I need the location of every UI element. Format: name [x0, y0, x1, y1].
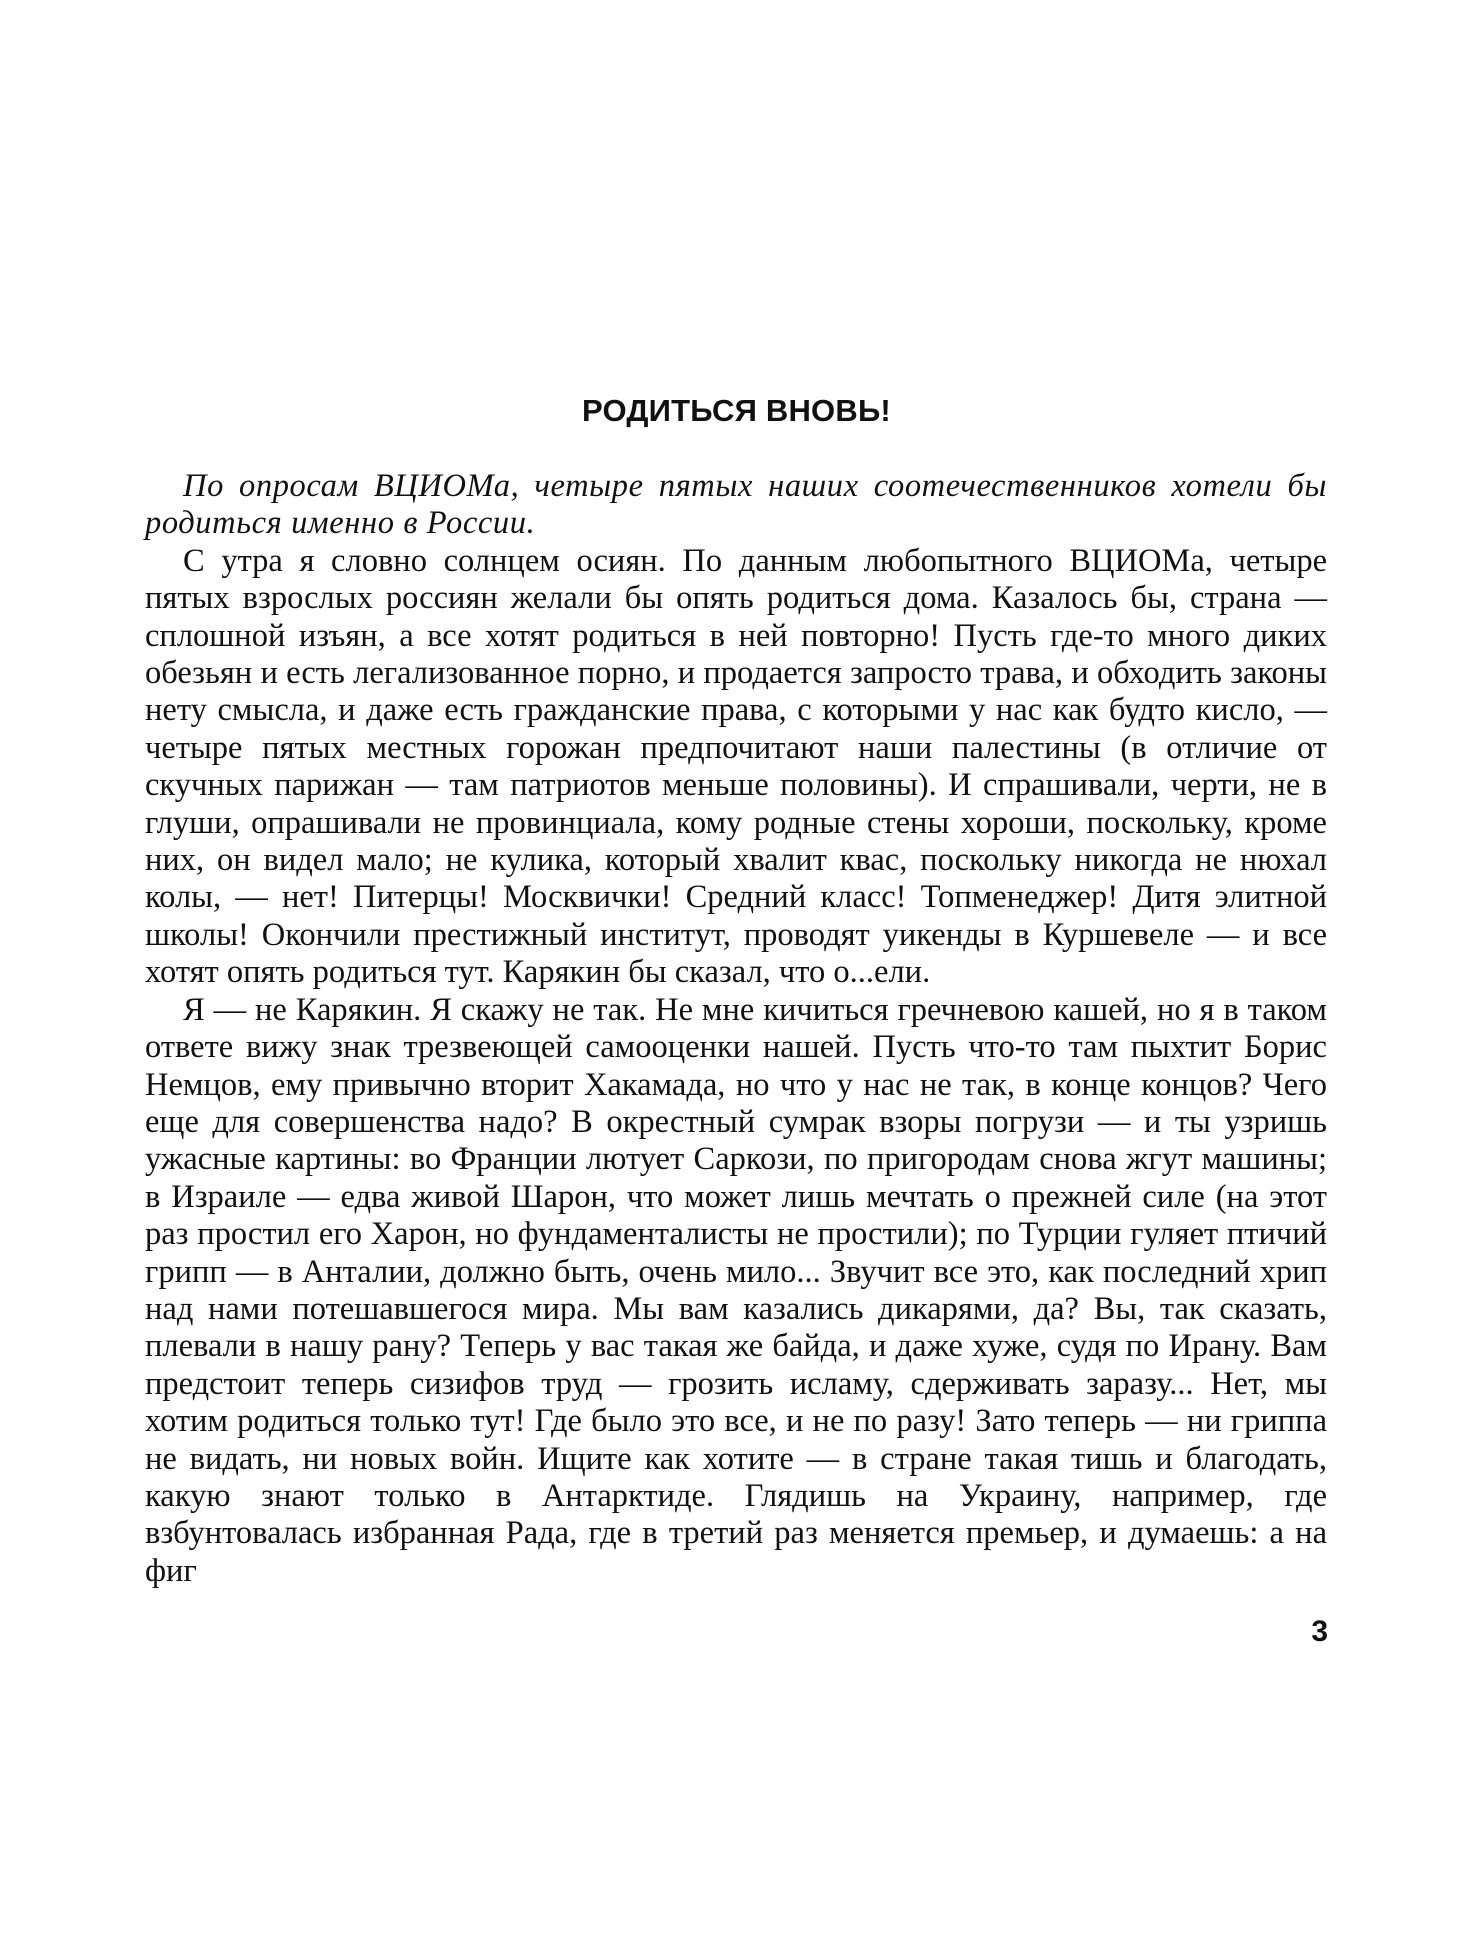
paragraph-2: Я — не Карякин. Я скажу не так. Не мне кичиться гречневою кашей, но я в таком ответе вижу знак трезвеющей самооценки нашей. Пусть что-то там пыхтит Борис Немцов, ему привычно вторит Хакамада, но что у нас не так, в конце концов? Чего еще для совершенства надо? В окрестный сумрак взоры погрузи — и ты узришь ужасные картины: во Франции лютует Саркози, по пригородам снова жгут машины; в Израиле — едва живой Шарон, что может лишь мечтать о прежней силе (на этот раз простил его Харон, но фундаменталисты не простили); по Турции гуляет птичий грипп — в Анталии, должно быть, очень мило... Звучит все это, как последний хрип над нами потешавшегося мира. Мы вам казались дикарями, да? Вы, так сказать, плевали в нашу рану? Теперь у вас такая же байда, и даже хуже, судя по Ирану. Вам предстоит теперь сизифов труд — грозить исламу, сдерживать заразу... Нет, мы хотим родиться только тут! Где было это все, и не по разу! Зато теперь — ни гриппа не видать, ни новых войн. Ищите как хотите — в стране такая тишь и благодать, какую знают только в Антарктиде. Глядишь на Украину, например, где взбунтовалась избранная Рада, где в третий раз меняется премьер, и думаешь: а на фиг	[145, 991, 1327, 1589]
page-title: РОДИТЬСЯ ВНОВЬ!	[582, 393, 891, 428]
epigraph: По опросам ВЦИОМа, четыре пятых наших соотечественников хотели бы родиться именно в России.	[145, 468, 1327, 542]
page-number: 3	[1311, 1615, 1328, 1648]
paragraph-1: С утра я словно солнцем осиян. По данным любопытного ВЦИОМа, четыре пятых взрослых россиян желали бы опять родиться дома. Казалось бы, страна — сплошной изъян, а все хотят родиться в ней повторно! Пусть где-то много диких обезьян и есть легализованное порно, и продается запросто трава, и обходить законы нету смысла, и даже есть гражданские права, с которыми у нас как будто кисло, — четыре пятых местных горожан предпочитают наши палестины (в отличие от скучных парижан — там патриотов меньше половины). И спрашивали, черти, не в глуши, опрашивали не провинциала, кому родные стены хороши, поскольку, кроме них, он видел мало; не кулика, который хвалит квас, поскольку никогда не нюхал колы, — нет! Питерцы! Москвички! Средний класс! Топменеджер! Дитя элитной школы! Окончили престижный институт, проводят уикенды в Куршевеле — и все хотят опять родиться тут. Карякин бы сказал, что о...ели.	[145, 542, 1327, 991]
text-block	[145, 468, 1327, 1590]
